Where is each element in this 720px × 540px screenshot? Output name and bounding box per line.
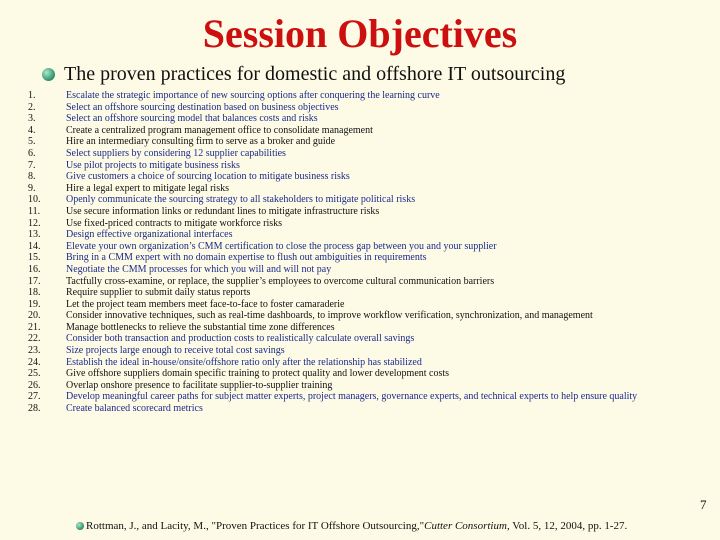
item-text: Select suppliers by considering 12 supplier capabilities [66,147,286,159]
item-text: Give offshore suppliers domain specific training to protect quality and lower development costs [66,368,450,380]
list-item [28,90,718,102]
slide-title: Session Objectives [202,11,518,56]
item-number: 16. [28,263,41,275]
item-number: 25. [28,368,41,380]
page-number: 7 [700,497,707,512]
item-text: Use pilot projects to mitigate business risks [66,159,240,171]
item-text: Overlap onshore presence to facilitate supplier-to-supplier training [66,379,333,391]
list-item [28,206,718,218]
list-item [28,125,718,137]
list-item [28,148,718,160]
item-number: 24. [28,356,41,368]
item-text: Use secure information links or redundant lines to mitigate infrastructure risks [66,205,380,217]
citation-suffix: , Vol. 5, 12, 2004, pp. 1-27. [506,520,628,532]
item-number: 5. [28,136,36,148]
item-number: 15. [28,252,41,264]
item-text: Hire an intermediary consulting firm to serve as a broker and guide [66,136,336,148]
item-text: Give customers a choice of sourcing location to mitigate business risks [66,171,350,183]
list-item [28,113,718,125]
item-text: Use fixed-priced contracts to mitigate workforce risks [66,217,283,229]
item-text: Bring in a CMM expert with no domain expertise to flush out ambiguities in requirements [66,252,427,264]
list-item [28,333,718,345]
item-number: 7. [28,159,36,171]
citation-prefix: Rottman, J., and Lacity, M., "Proven Practices for IT Offshore Outsourcing," [86,520,425,532]
list-item [28,310,718,322]
item-text: Size projects large enough to receive total cost savings [66,345,285,357]
list-item [28,322,718,334]
item-text: Create balanced scorecard metrics [66,403,203,415]
item-text: Openly communicate the sourcing strategy to all stakeholders to mitigate political risks [66,194,416,206]
item-number: 19. [28,298,41,310]
list-item [28,183,718,195]
list-item [28,218,718,230]
item-number: 26. [28,379,41,391]
list-item [28,299,718,311]
item-number: 4. [28,124,36,136]
item-text: Negotiate the CMM processes for which you will and will not pay [66,263,332,275]
item-number: 3. [28,113,36,125]
item-number: 13. [28,229,41,241]
item-number: 6. [28,147,36,159]
item-text: Elevate your own organization’s CMM certification to close the process gap between you and your supplier [66,240,497,252]
item-text: Select an offshore sourcing destination based on business objectives [66,101,339,113]
item-number: 12. [28,217,41,229]
list-item [28,136,718,148]
item-text: Escalate the strategic importance of new sourcing options after conquering the learning curve [66,90,440,101]
item-number: 8. [28,171,36,183]
item-text: Let the project team members meet face-to-face to foster camaraderie [66,298,345,310]
item-text: Tactfully cross-examine, or replace, the supplier’s employees to overcome cultural communication barriers [66,275,495,287]
list-item [28,194,718,206]
item-number: 11. [28,205,41,217]
subtitle-row [42,62,565,86]
list-item [28,171,718,183]
list-item [28,357,718,369]
item-text: Consider innovative techniques, such as real-time dashboards, to improve workflow verification, synchronization, and management [66,310,593,322]
item-number: 21. [28,321,41,333]
item-text: Hire a legal expert to mitigate legal risks [66,182,229,194]
item-number: 10. [28,194,41,206]
list-item [28,368,718,380]
item-text: Select an offshore sourcing model that balances costs and risks [66,113,318,125]
list-item [28,345,718,357]
list-item [28,264,718,276]
item-text: Develop meaningful career paths for subject matter experts, project managers, governance experts, and technical experts to help ensure quality [66,391,638,403]
item-number: 2. [28,101,36,113]
item-text: Consider both transaction and production costs to realistically calculate overall savings [66,333,415,345]
list-item [28,276,718,288]
item-text: Design effective organizational interfaces [66,229,233,241]
item-number: 14. [28,240,41,252]
list-item [28,252,718,264]
item-text: Establish the ideal in-house/onsite/offshore ratio only after the relationship has stabilized [66,356,422,368]
practices-list [28,90,718,415]
item-text: Require supplier to submit daily status reports [66,287,251,299]
item-number: 17. [28,275,41,287]
citation [76,520,627,532]
item-number: 9. [28,182,36,194]
list-item [28,287,718,299]
bullet-icon [42,68,55,81]
list-item [28,102,718,114]
item-text: Manage bottlenecks to relieve the substantial time zone differences [66,321,335,333]
list-item [28,160,718,172]
item-number: 27. [28,391,41,403]
list-item [28,229,718,241]
subtitle: The proven practices for domestic and offshore IT outsourcing [64,63,566,85]
item-number: 1. [28,90,36,101]
citation-journal: Cutter Consortium [424,520,507,532]
list-item [28,380,718,392]
list-item [28,241,718,253]
item-text: Create a centralized program management office to consolidate management [66,124,373,136]
list-item [28,403,718,415]
bullet-icon [76,522,84,530]
list-item [28,391,718,403]
item-number: 20. [28,310,41,322]
item-number: 22. [28,333,41,345]
item-number: 28. [28,403,41,415]
item-number: 18. [28,287,41,299]
item-number: 23. [28,345,41,357]
